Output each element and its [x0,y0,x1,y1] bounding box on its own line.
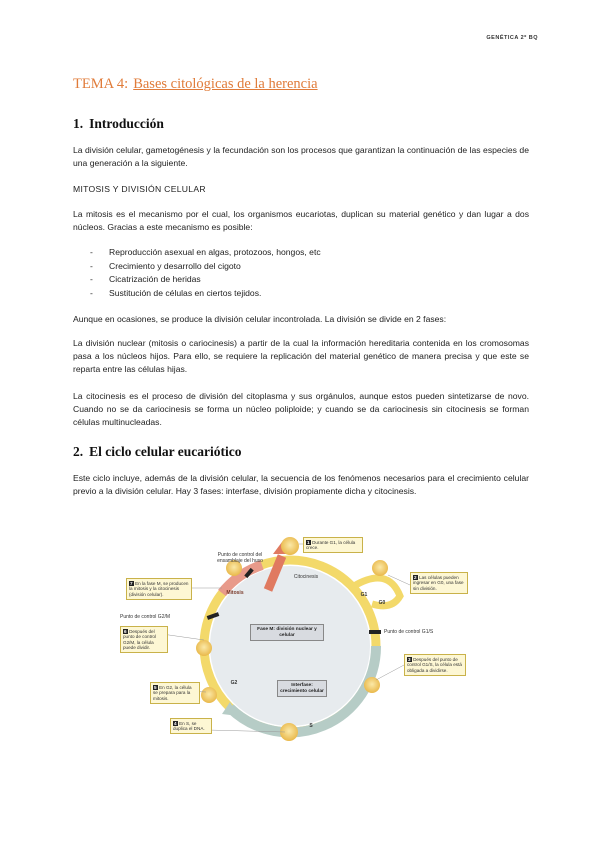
cell-icon [201,687,217,703]
cytokinesis-label: Citocinesis [293,574,319,580]
nuclear-division-paragraph: La división nuclear (mitosis o cariocinesis) a partir de la cual la información hereditaria contenida en los cromosomas pasa a los núcleos hijos. Para ello, se requiere la replicación del material genético de manera precisa y que este se reparta entre las células hijas. [73,338,529,375]
topic-prefix: TEMA 4: [73,76,129,92]
cell-icon [281,537,299,555]
note-2: 2 Las células pueden ingresar en G0, una fase sin división. [410,572,468,594]
mitosis-arc-label: Mitosis [226,590,244,596]
note-5: 5 En G2, la célula se prepara para la mitosis. [150,682,200,704]
mitosis-paragraph: La mitosis es el mecanismo por el cual, los organismos eucariotas, duplican su material genético y dan lugar a dos núcleos. Gracias a este mecanismo es posible: [73,209,529,233]
note-4: 4 En S, se duplica el DNA. [170,718,212,734]
g2m-checkpoint-label: Punto de control G2/M [120,614,171,620]
note-7: 7 En la fase M, se producen la mitosis y la citocinesis (división celular). [126,578,192,600]
list-item: - Cicatrización de heridas [90,274,201,285]
s-label: S [309,723,313,729]
cytokinesis-paragraph: La citocinesis es el proceso de división del citoplasma y sus orgánulos, aunque estos pueden sintetizarse de novo. Cuando no se da cariocinesis se forma un núcleo poliploide; y cuando se da cariocinesis sin citocinesis se forman células multinucleadas. [73,391,529,428]
section-2-heading [73,444,241,460]
mitosis-subtitle: MITOSIS Y DIVISIÓN CELULAR [73,184,206,194]
g2-label: G2 [230,680,238,686]
section-1-heading [73,116,164,132]
topic-title [73,76,318,93]
g0-label: G0 [378,600,386,606]
list-item: - Sustitución de células en ciertos tejidos. [90,287,262,298]
g1-label: G1 [360,592,368,598]
topic-link[interactable]: Bases citológicas de la herencia [133,76,318,92]
division-phases-paragraph: Aunque en ocasiones, se produce la división celular incontrolada. La división se divide en 2 fases: [73,314,447,324]
list-item: - Reproducción asexual en algas, protozoos, hongos, etc [90,247,321,257]
course-header: GENÉTICA 2º BQ [486,35,538,41]
checkpoint-g1s-mark [369,630,381,634]
section-1-number: 1. [73,116,84,131]
phase-m-box: Fase M: división nuclear y celular [250,624,324,641]
spindle-checkpoint-label: Punto de control del ensamblaje del huso [217,552,263,564]
section-2-number: 2. [73,444,84,459]
interphase-box: Interfase: crecimiento celular [277,680,327,697]
g1s-checkpoint-label: Punto de control G1/S [384,629,434,635]
list-item: - Crecimiento y desarrollo del cigoto [90,260,241,271]
mitosis-uses-list [90,246,321,300]
cell-cycle-figure [110,530,492,752]
cell-icon [196,640,212,656]
section-1-title: Introducción [89,116,164,131]
note-3: 3 Después del punto de control G1/S, la célula está obligada a dividirse. [404,654,466,676]
note-6: 6 Después del punto de control G2/M, la célula puede dividir. [120,626,168,653]
note-1: 1 Durante G1, la célula crece. [303,537,363,553]
cell-cycle-paragraph: Este ciclo incluye, además de la división celular, la secuencia de los fenómenos necesarios para el crecimiento celular previo a la división celular. Hay 3 fases: interfase, división propiamente dicha y citocinesis. [73,473,529,497]
cell-icon [372,560,388,576]
section-2-title: El ciclo celular eucariótico [89,444,242,459]
intro-paragraph: La división celular, gametogénesis y la fecundación son los procesos que garantizan la continuación de las especies de una generación a la siguiente. [73,145,529,169]
